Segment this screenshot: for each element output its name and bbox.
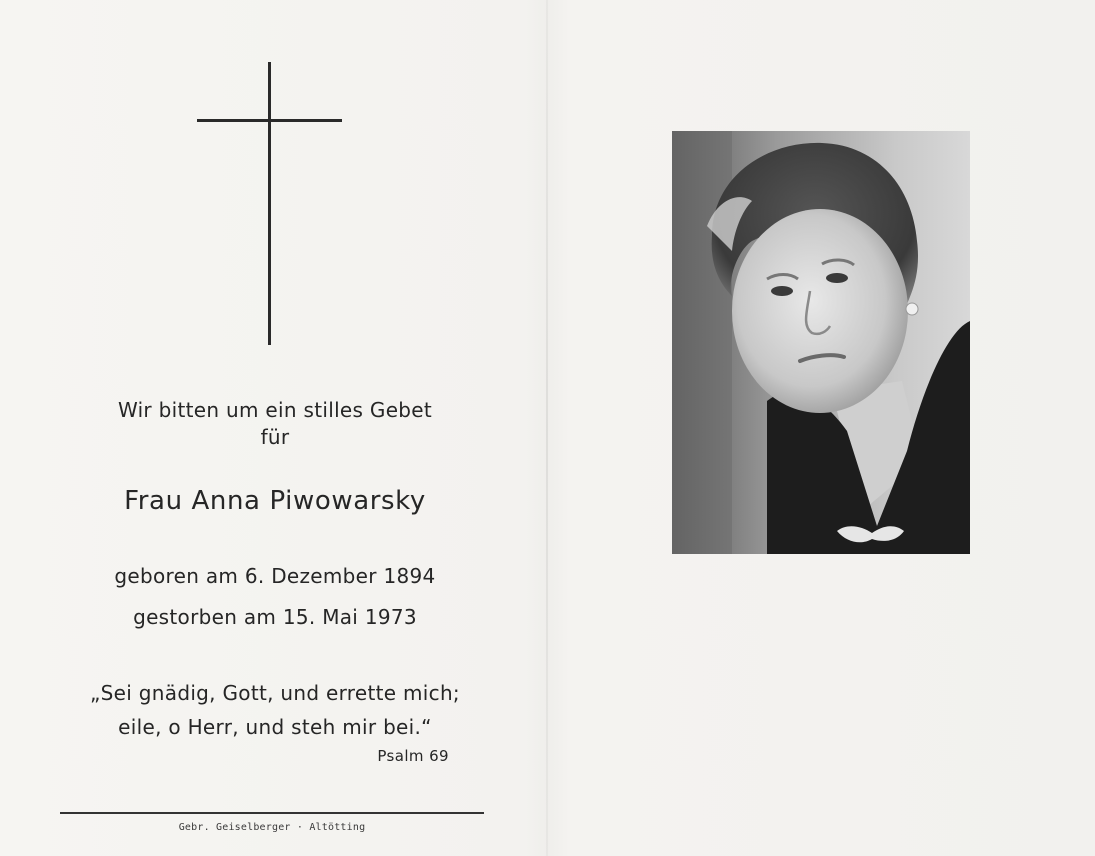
- birth-date: geboren am 6. Dezember 1894: [114, 564, 436, 588]
- quote-line2: eile, o Herr, und steh mir bei.“: [118, 715, 432, 739]
- death-date: gestorben am 15. Mai 1973: [133, 605, 417, 629]
- prayer-request: [40, 397, 510, 451]
- psalm-reference: Psalm 69: [377, 747, 449, 765]
- printer-credit: Gebr. Geiselberger · Altötting: [178, 822, 366, 833]
- prayer-request-line1: Wir bitten um ein stilles Gebet: [117, 398, 433, 422]
- card-fold: [546, 0, 548, 856]
- deceased-name: Frau Anna Piwowarsky: [124, 486, 426, 516]
- scripture-quote: [40, 676, 510, 744]
- portrait-photo: [672, 131, 970, 554]
- quote-line1: „Sei gnädig, Gott, und errette mich;: [90, 681, 460, 705]
- prayer-request-line2: für: [260, 425, 290, 449]
- cross-icon: [268, 62, 271, 345]
- divider-line: [60, 812, 484, 814]
- cross-icon-bar: [197, 119, 342, 122]
